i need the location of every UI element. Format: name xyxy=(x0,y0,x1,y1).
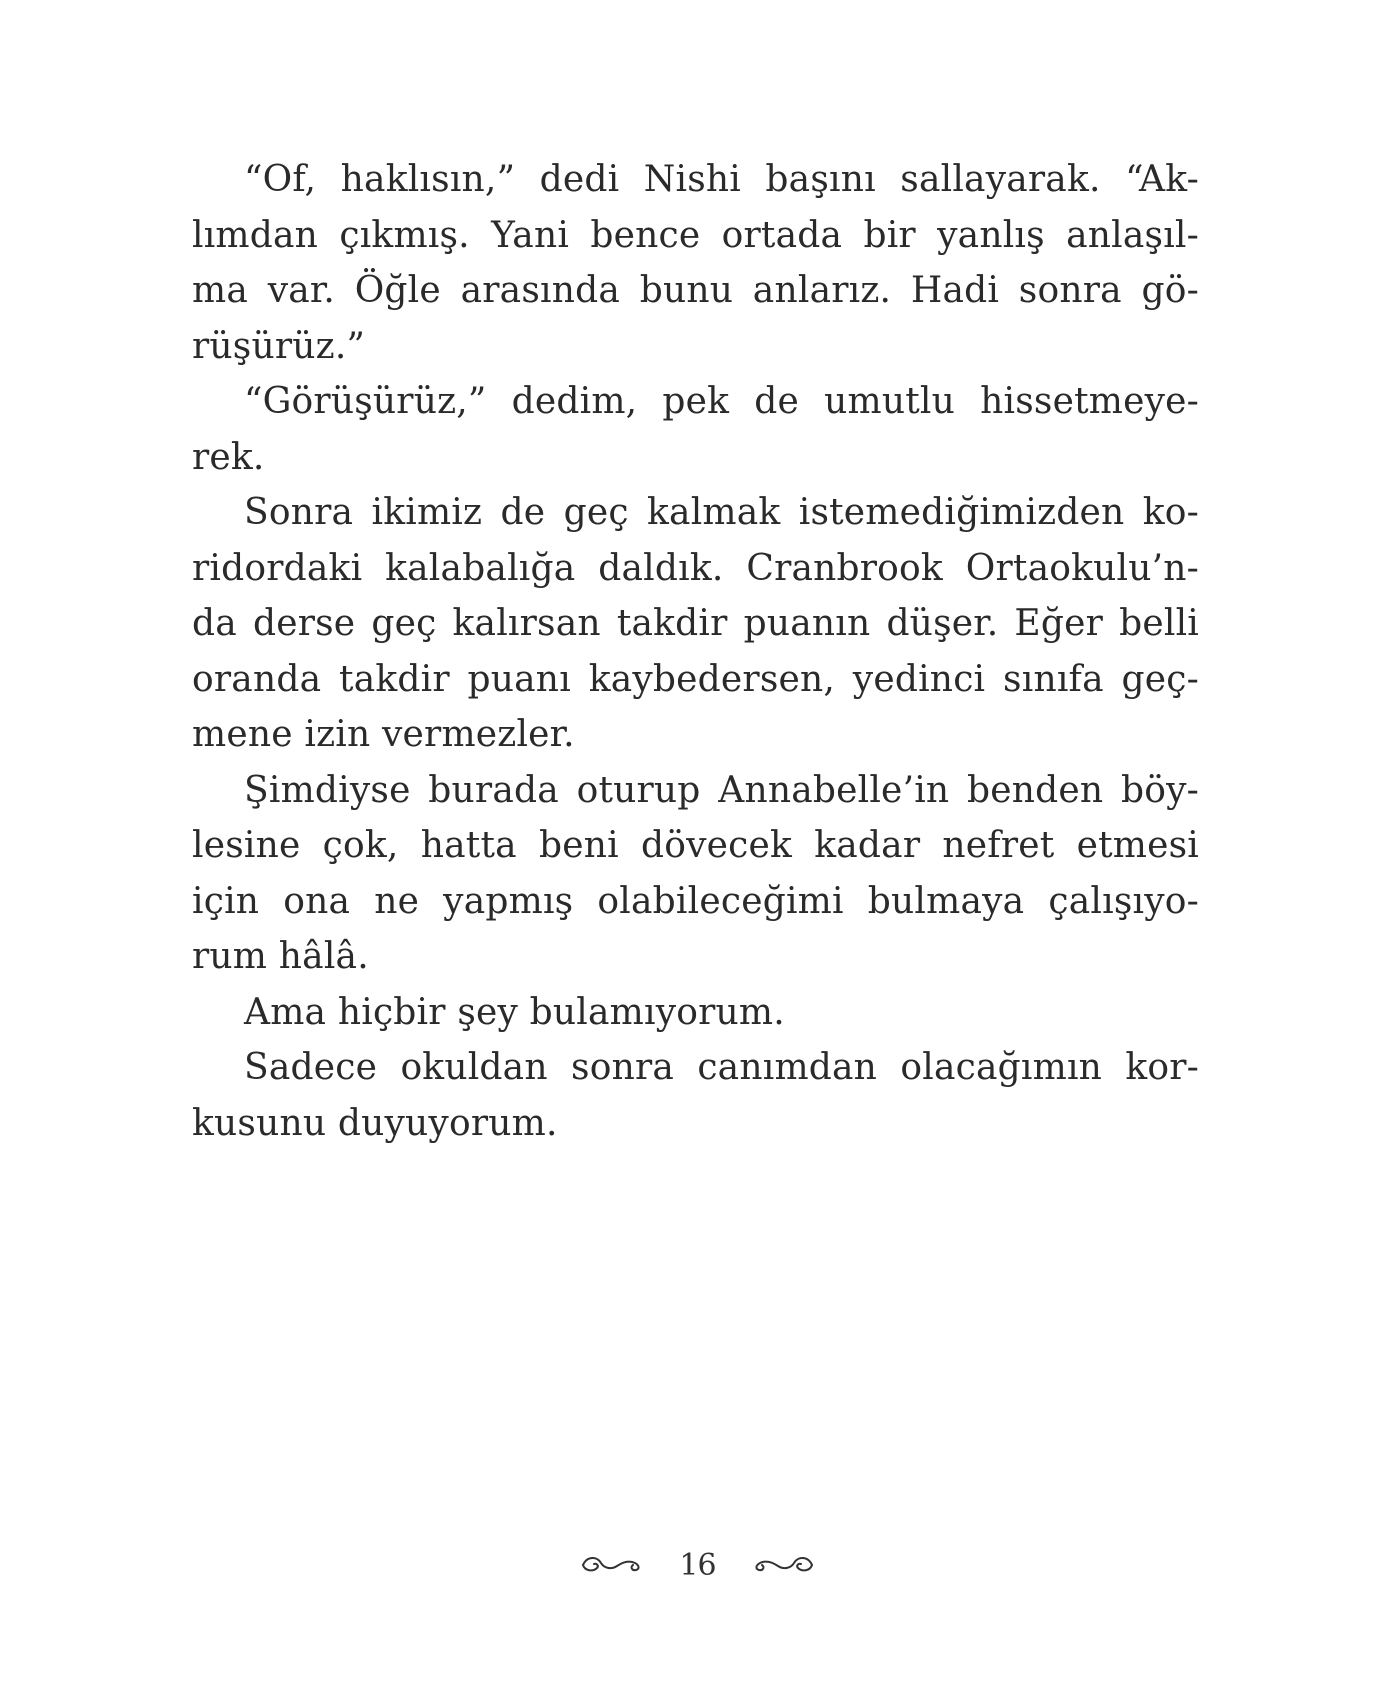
body-text xyxy=(192,152,1199,1151)
text-line: “Görüşürüz,” dedim, pek de umutlu hissetmeye- xyxy=(244,381,1199,422)
text-line: ma var. Öğle arasında bunu anlarız. Hadi sonra gö- xyxy=(192,270,1199,311)
text-line: ridordaki kalabalığa daldık. Cranbrook Ortaokulu’n- xyxy=(192,547,1199,589)
text-line: da derse geç kalırsan takdir puanın düşer. Eğer belli xyxy=(192,603,1199,644)
text-line: lımdan çıkmış. Yani bence ortada bir yanlış anlaşıl- xyxy=(192,214,1199,256)
page-footer xyxy=(0,1545,1395,1585)
scroll-ornament-left-icon xyxy=(579,1552,645,1578)
text-line: lesine çok, hatta beni dövecek kadar nefret etmesi xyxy=(192,825,1199,866)
text-line: Sonra ikimiz de geç kalmak istemediğimizden ko- xyxy=(244,492,1199,533)
text-line: Şimdiyse burada oturup Annabelle’in benden böy- xyxy=(244,769,1199,811)
text-line: Sadece okuldan sonra canımdan olacağımın kor- xyxy=(244,1047,1199,1088)
text-line: “Of, haklısın,” dedi Nishi başını sallayarak. “Ak- xyxy=(244,159,1199,200)
text-line: rüşürüz.” xyxy=(192,325,366,367)
text-line: Ama hiçbir şey bulamıyorum. xyxy=(244,991,785,1033)
text-line: rum hâlâ. xyxy=(192,936,369,977)
text-line: mene izin vermezler. xyxy=(192,714,575,755)
text-line: için ona ne yapmış olabileceğimi bulmaya çalışıyo- xyxy=(192,880,1199,922)
scroll-ornament-right-icon xyxy=(750,1552,816,1578)
text-line: oranda takdir puanı kaybedersen, yedinci sınıfa geç- xyxy=(192,658,1199,700)
text-line: rek. xyxy=(192,436,265,478)
text-line: kusunu duyuyorum. xyxy=(192,1102,558,1144)
page-number: 16 xyxy=(679,1547,716,1583)
